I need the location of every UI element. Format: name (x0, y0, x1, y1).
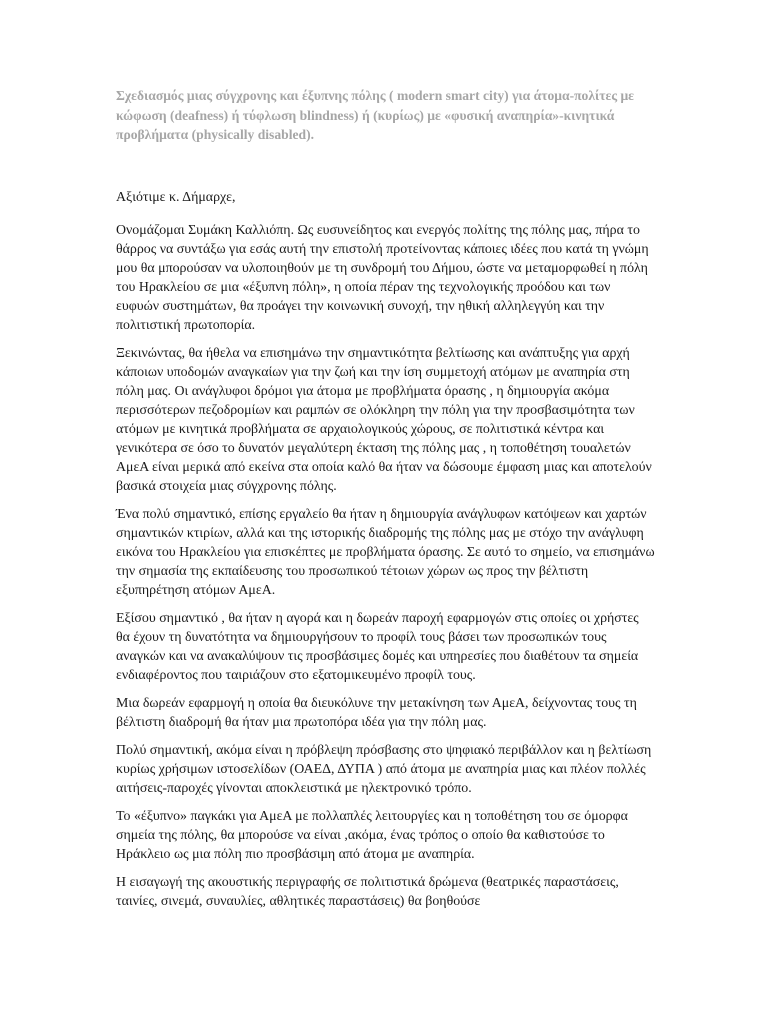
paragraph-introduction: Ονομάζομαι Συμάκη Καλλιόπη. Ως ευσυνείδητος και ενεργός πολίτης της πόλης μας, πήρα το θάρρος να συντάξω για εσάς αυτή την επιστολή προτείνοντας κάποιες ιδέες που κατά τη γνώμη μου θα μπορούσαν να υλοποιηθούν με τη συνδρομή του Δήμου, ώστε να μεταμορφωθεί η πόλη του Ηρακλείου σε μια «έξυπνη πόλη», η οποία πέραν της τεχνολογικής προόδου και των ευφυών συστημάτων, θα προάγει την κοινωνική συνοχή, την ηθική αλληλεγγύη και την πολιτιστική πρωτοπορία. (116, 223, 649, 333)
document-title: Σχεδιασμός μιας σύγχρονης και έξυπνης πόλης ( modern smart city) για άτομα-πολίτες με κώφωση (deafness) ή τύφλωση blindness) ή (κυρίως) με «φυσική αναπηρία»-κινητικά προβλήματα (physically disabled). (116, 88, 634, 142)
letter-greeting: Αξιότιμε κ. Δήμαρχε, (116, 189, 236, 205)
paragraph-tactile-maps: Ένα πολύ σημαντικό, επίσης εργαλείο θα ήταν η δημιουργία ανάγλυφων κατόψεων και χαρτών σημαντικών κτιρίων, αλλά και της ιστορικής διαδρομής της πόλης μας με στόχο την ανάγλυφη εικόνα του Ηρακλείου για επισκέπτες με προβλήματα όρασης. Σε αυτό το σημείο, να επισημάνω την σημασία της εκπαίδευσης του προσωπικού τέτοιων χώρων ως προς την βέλτιστη εξυπηρέτηση ατόμων ΑμεΑ. (116, 507, 655, 598)
paragraph-digital-access: Πολύ σημαντική, ακόμα είναι η πρόβλεψη πρόσβασης στο ψηφιακό περιβάλλον και η βελτίωση κυρίως χρήσιμων ιστοσελίδων (ΟΑΕΔ, ΔΥΠΑ ) από άτομα με αναπηρία μιας και πλέον πολλές αιτήσεις-παροχές γίνονται αποκλειστικά με ηλεκτρονικό τρόπο. (116, 743, 652, 796)
paragraph-infrastructure: Ξεκινώντας, θα ήθελα να επισημάνω την σημαντικότητα βελτίωσης και ανάπτυξης για αρχή κάποιων υποδομών αναγκαίων για την ζωή και την ίση συμμετοχή ατόμων με αναπηρία στη πόλη μας. Οι ανάγλυφοι δρόμοι για άτομα με προβλήματα όρασης , η δημιουργία ακόμα περισσότερων πεζοδρομίων και ραμπών σε ολόκληρη την πόλη για την προσβασιμότητα των ατόμων με κινητικά προβλήματα σε αρχαιολογικούς χώρους, σε πολιτιστικά κέντρα και γενικότερα σε όσο το δυνατόν μεγαλύτερη έκταση της πόλης μας , η τοποθέτηση τουαλετών ΑμεΑ είναι μερικά από εκείνα στα οποία καλό θα ήταν να δώσουμε έμφαση μιας και αποτελούν βασικά στοιχεία μιας σύγχρονης πόλης. (116, 346, 652, 494)
paragraph-navigation-app: Μια δωρεάν εφαρμογή η οποία θα διευκόλυνε την μετακίνηση των ΑμεΑ, δείχνοντας τους τη βέλτιστη διαδρομή θα ήταν μια πρωτοπόρα ιδέα για την πόλη μας. (116, 696, 637, 730)
document-body (116, 86, 656, 920)
paragraph-smart-bench: Το «έξυπνο» παγκάκι για ΑμεΑ με πολλαπλές λειτουργίες και η τοποθέτηση του σε όμορφα σημεία της πόλης, θα μπορούσε να είναι ,ακόμα, ένας τρόπος ο οποίο θα καθιστούσε το Ηράκλειο ως μια πόλη πιο προσβάσιμη από άτομα με αναπηρία. (116, 809, 628, 862)
paragraph-apps: Εξίσου σημαντικό , θα ήταν η αγορά και η δωρεάν παροχή εφαρμογών στις οποίες οι χρήστες θα έχουν τη δυνατότητα να δημιουργήσουν το προφίλ τους βάσει των προσωπικών τους αναγκών και να ανακαλύψουν τις προσβάσιμες δομές και υπηρεσίες που διαθέτουν τα σημεία ενδιαφέροντος που ταιριάζουν στο εξατομικευμένο προφίλ τους. (116, 611, 639, 683)
paragraph-audio-description: Η εισαγωγή της ακουστικής περιγραφής σε πολιτιστικά δρώμενα (θεατρικές παραστάσεις, ταινίες, σινεμά, συναυλίες, αθλητικές παραστάσεις) θα βοηθούσε (116, 875, 619, 909)
